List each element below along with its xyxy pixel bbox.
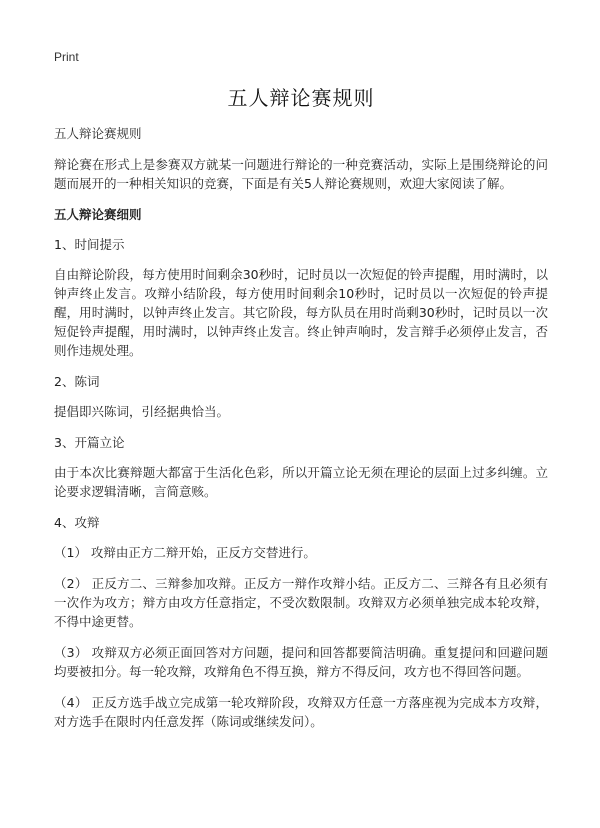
section-heading: 五人辩论赛细则 <box>54 207 142 222</box>
page-title: 五人辩论赛规则 <box>227 86 375 110</box>
paragraph-opening: 由于本次比赛辩题大都富于生活化色彩，所以开篇立论无须在理论的层面上过多纠缠。立论要求逻辑清晰，言简意赅。 <box>54 465 548 499</box>
paragraph-time: 自由辩论阶段，每方使用时间剩余30秒时，记时员以一次短促的铃声提醒，用时满时，以钟声终止发言。攻辩小结阶段，每方使用时间剩余10秒时，记时员以一次短促的铃声提醒，用时满时，以钟声终止发言。其它阶段，每方队员在用时尚剩30秒时，记时员以一次短促铃声提醒，用时满时，以钟声终止发言。终止钟声响时，发言辩手必须停止发言，否则作违规处理。 <box>54 267 548 358</box>
item-heading-statement: 2、陈词 <box>54 374 100 389</box>
paragraph-cross-exam-4: （4） 正反方选手战立完成第一轮攻辩阶段，攻辩双方任意一方落座视为完成本方攻辩，对方选手在限时内任意发挥（陈词或继续发问）。 <box>54 695 548 729</box>
item-heading-cross-exam: 4、攻辩 <box>54 515 100 530</box>
paragraph-cross-exam-1: （1） 攻辩由正方二辩开始，正反方交替进行。 <box>54 545 316 560</box>
item-heading-opening: 3、开篇立论 <box>54 435 125 450</box>
paragraph-cross-exam-3: （3） 攻辩双方必须正面回答对方问题，提问和回答都要简洁明确。重复提问和回避问题均要被扣分。每一轮攻辩，攻辩角色不得互换，辩方不得反问，攻方也不得回答问题。 <box>54 645 548 679</box>
subtitle: 五人辩论赛规则 <box>54 126 142 141</box>
intro-paragraph: 辩论赛在形式上是参赛双方就某一问题进行辩论的一种竞赛活动，实际上是围绕辩论的问题而展开的一种相关知识的竞赛，下面是有关5人辩论赛规则，欢迎大家阅读了解。 <box>54 157 548 191</box>
print-link[interactable]: Print <box>54 50 79 64</box>
paragraph-cross-exam-2: （2） 正反方二、三辩参加攻辩。正反方一辩作攻辩小结。正反方二、三辩各有且必须有一次作为攻方；辩方由攻方任意指定，不受次数限制。攻辩双方必须单独完成本轮攻辩，不得中途更替。 <box>54 576 548 629</box>
item-heading-time: 1、时间提示 <box>54 237 125 252</box>
paragraph-statement: 提倡即兴陈词，引经据典恰当。 <box>54 404 230 419</box>
